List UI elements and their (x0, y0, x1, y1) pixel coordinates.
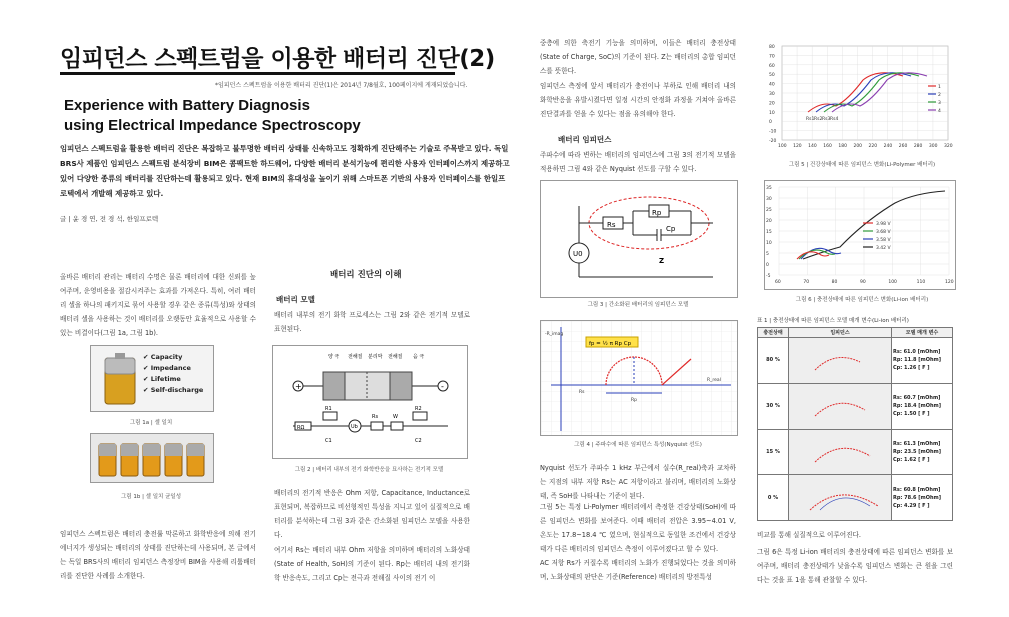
source-note: *임피던스 스펙트럼을 이용한 배터리 진단(1)은 2014년 7/8월호, 100페이지에 게재되었습니다. (215, 82, 468, 89)
svg-text:Rp: Rp (631, 398, 637, 403)
x-tick-label: 90 (860, 280, 866, 285)
y-tick-label: 0 (766, 263, 769, 268)
rs-label: Rs1 (806, 117, 815, 122)
svg-text:U0: U0 (573, 250, 583, 258)
param-cell: Rs: 61.0 [mOhm] Rp: 11.8 [mOhm] Cp: 1.26 [ F ] (892, 338, 953, 384)
battery-electrical-model-diagram (273, 346, 467, 458)
table-header: 임피던스 (789, 328, 892, 338)
svg-text:Rp: Rp (652, 209, 662, 217)
x-tick-label: 60 (775, 280, 781, 285)
y-tick-label: 50 (769, 73, 775, 79)
figure-1b-caption: 그림 1b | 셀 일치 균일성 (120, 494, 182, 500)
y-tick-label: 80 (769, 45, 775, 50)
rs-label: Rs3 (822, 117, 831, 122)
y-tick-label: 30 (769, 92, 775, 97)
figure-2-battery-model (272, 345, 468, 459)
svg-text:Ub: Ub (351, 424, 358, 430)
x-tick-label: 160 (823, 144, 832, 149)
list-item: ✔ Capacity (143, 353, 183, 361)
x-tick-label: 260 (898, 144, 908, 149)
svg-text:양 극: 양 극 (328, 354, 340, 360)
abstract: 임피던스 스펙트럼을 활용한 배터리 진단은 복잡하고 불투명한 배터리 상태를 신속하고도 정확하게 진단해주는 기술로 주목받고 있다. 독일 BRS사 제품인 임피던스 스펙트럼 분석장비 BIM은 콤팩트한 하드웨어, 다양한 배터리 분석기능에 편리한 사용자 인터페이스까지 제공하고 있어 다양한 종류의 배터리를 진단하는데 활용되고 있다. 현재 BIM의 휴대성을 높이기 위해 스마트폰 기반의 사용자 인터페이스를 한일프로텍에서 개발해 제공하고 있다. (60, 144, 510, 198)
y-tick-label: 40 (769, 82, 775, 88)
x-tick-label: 300 (928, 144, 938, 149)
x-tick-label: 240 (883, 144, 893, 149)
figure-3-caption: 그림 3 | 간소화된 배터리의 임피던스 모델 (587, 302, 689, 308)
english-title (64, 96, 361, 136)
y-tick-label: 60 (769, 63, 775, 69)
nyquist-thumbnail (789, 475, 892, 521)
y-tick-label: 10 (769, 110, 775, 116)
subsection-heading: 배터리 모델 (276, 295, 315, 304)
svg-text:R_real: R_real (707, 378, 721, 383)
svg-text:C1: C1 (325, 438, 332, 444)
svg-text:Cp: Cp (666, 225, 676, 233)
legend-label: 3.98 V (876, 222, 891, 227)
param-cell: Rs: 60.8 [mOhm] Rp: 78.6 [mOhm] Cp: 4.29 [ F ] (892, 475, 953, 521)
table-row (758, 429, 953, 475)
figure-1b (90, 433, 214, 483)
y-tick-label: 5 (766, 252, 769, 257)
legend-label: 1 (938, 85, 941, 90)
svg-text:C2: C2 (415, 438, 422, 444)
section-heading: 배터리 진단의 이해 (330, 270, 402, 280)
y-tick-label: 70 (769, 54, 775, 60)
svg-text:음 극: 음 극 (413, 354, 425, 360)
article-title: 임피던스 스펙트럼을 이용한 배터리 진단(2) (60, 46, 495, 72)
parameter-table (757, 327, 953, 521)
y-tick-label: -10 (769, 129, 777, 135)
y-tick-label: 0 (769, 120, 772, 126)
svg-text:+: + (295, 382, 302, 391)
figure-6-caption: 그림 6 | 충전상태에 따른 임피던스 변화(Li-ion 배터리) (795, 297, 929, 303)
col4-paragraph-2: 그림 6은 특정 Li-ion 배터리의 충전상태에 따른 임피던스 변화를 보여주며, 배터리 충전상태가 낮을수록 임피던스 변화는 큰 원을 그린다는 것을 표 1을 통해 관찰할 수 있다. (757, 548, 953, 584)
svg-text:분리막: 분리막 (368, 354, 383, 360)
figure-6-chart (764, 180, 956, 290)
col3-paragraph-3: Nyquist 선도가 주파수 1 kHz 부근에서 실수(R_real)축과 교차하는 지점의 내부 저항 Rs는 AC 저항이라고 불리며, 배터리의 노화상태, 즉 SoH를 나타내는 기준이 된다. (540, 464, 736, 500)
figure-1a-caption: 그림 1a | 셀 일치 (129, 420, 173, 426)
table-header: 모델 매개 변수 (892, 328, 953, 338)
figure-4-nyquist (540, 320, 738, 436)
list-item: ✔ Lifetime (143, 375, 181, 383)
x-tick-label: 110 (916, 280, 926, 285)
figure-2-caption: 그림 2 | 배터리 내부의 전기 화학반응을 묘사하는 전기적 모델 (294, 467, 444, 473)
x-tick-label: 100 (778, 144, 787, 149)
svg-text:R1: R1 (325, 406, 332, 412)
figure-5-caption: 그림 5 | 건강상태에 따른 임피던스 변화(Li-Polymer 배터리) (788, 162, 936, 168)
col3-paragraph-2: 주파수에 따라 변하는 배터리의 임피던스에 그림 3의 전기적 모델을 적용하면 그림 4와 같은 Nyquist 선도를 구할 수 있다. (540, 151, 736, 173)
nyquist-thumbnail (789, 338, 892, 384)
soh-impedance-chart (768, 40, 954, 155)
title-rule (60, 72, 455, 75)
simplified-impedance-circuit (541, 181, 737, 297)
figure-5-chart (768, 40, 954, 155)
legend-label: 2 (938, 93, 941, 98)
figure-3-simplified-model (540, 180, 738, 298)
y-tick-label: 20 (766, 219, 772, 224)
svg-text:RΩ: RΩ (297, 425, 305, 431)
list-item: ✔ Self-discharge (143, 386, 204, 394)
col2-paragraph-3: 여기서 Rs는 배터리 내부 Ohm 저항을 의미하며 배터리의 노화상태(State of Health, SoH)의 기준이 된다. Rp는 배터리 내의 전기화학 반응속도, 그리고 Cp는 전극과 전해질 사이의 전기 이 (274, 546, 470, 582)
y-tick-label: -20 (769, 139, 777, 144)
x-tick-label: 320 (944, 144, 953, 149)
x-tick-label: 180 (838, 144, 847, 149)
soc-impedance-chart (765, 181, 955, 289)
x-tick-label: 80 (831, 280, 838, 285)
x-tick-label: 70 (803, 280, 810, 285)
svg-text:Rs: Rs (607, 221, 616, 229)
y-tick-label: 20 (769, 101, 775, 107)
svg-text:R2: R2 (415, 406, 422, 412)
legend-label: 4 (938, 109, 941, 114)
svg-text:전해질: 전해질 (388, 354, 403, 360)
english-title-line2: using Electrical Impedance Spectroscopy (64, 117, 361, 134)
param-cell: Rs: 61.3 [mOhm] Rp: 23.5 [mOhm] Cp: 1.62 [ F ] (892, 429, 953, 475)
subsection-heading-impedance: 배터리 임피던스 (558, 135, 612, 144)
col1-paragraph-2: 임피던스 스펙트럼은 배터리 충전률 막론하고 화학반응에 의해 전기 에너지가 생성되는 배터리의 상태를 진단하는데 사용되며, 본 글에서는 독일 BRS사의 배터리 임피던스 측정장비 BIM을 사용해 리튬배터리를 진단한 사례를 소개한다. (60, 530, 256, 580)
battery-row-illustration (91, 434, 213, 482)
svg-text:-R_imag: -R_imag (545, 332, 564, 337)
legend-label: 3.42 V (876, 246, 891, 251)
figure-1a (90, 345, 214, 412)
x-tick-label: 120 (793, 144, 802, 149)
svg-text:Rs: Rs (579, 390, 585, 395)
nyquist-diagram (541, 321, 737, 435)
x-tick-label: 140 (808, 144, 817, 149)
y-tick-label: 10 (766, 241, 772, 246)
y-tick-label: 15 (766, 230, 772, 235)
svg-text:전해질: 전해질 (348, 354, 363, 360)
legend-label: 3.58 V (876, 238, 891, 243)
english-title-line1: Experience with Battery Diagnosis (64, 97, 310, 114)
list-item: ✔ Impedance (143, 364, 191, 372)
y-tick-label: 35 (766, 186, 772, 191)
svg-text:-: - (441, 382, 444, 391)
svg-text:Rs: Rs (372, 414, 379, 420)
x-tick-label: 200 (853, 144, 863, 149)
svg-text:Z: Z (659, 257, 665, 265)
legend-label: 3 (938, 101, 941, 106)
param-cell: Rs: 60.7 [mOhm] Rp: 18.4 [mOhm] Cp: 1.50 [ F ] (892, 383, 953, 429)
table-row (758, 383, 953, 429)
x-tick-label: 100 (888, 280, 897, 285)
col3-paragraph-0: 중층에 의한 축전기 기능을 의미하며, 이들은 배터리 충전상태(State of Charge, SoC)의 기준이 된다. Z는 배터리의 총합 임피던스를 뜻한다. (540, 39, 736, 75)
cell-property-list (143, 352, 203, 396)
col4-paragraph-1: 비교를 통해 실질적으로 이루어진다. (757, 531, 861, 539)
soc-cell: 80 % (758, 338, 789, 384)
x-tick-label: 120 (945, 280, 954, 285)
y-tick-label: 25 (766, 208, 772, 213)
table-header: 충전상태 (758, 328, 789, 338)
soc-cell: 15 % (758, 429, 789, 475)
nyquist-thumbnail (789, 429, 892, 475)
soc-cell: 30 % (758, 383, 789, 429)
table-row (758, 338, 953, 384)
col2-paragraph-2: 배터리의 전기적 반응은 Ohm 저항, Capacitance, Inductance로 표현되며, 복잡하므로 비선형적인 특성을 지니고 있어 실질적으로 배터리를 분석하는데 그림 3과 같은 간소화된 임피던스 모델을 사용한다. (274, 489, 470, 539)
x-tick-label: 220 (868, 144, 878, 149)
table-1-title: 표 1 | 충전상태에 따른 임피던스 모델 매개 변수(Li-ion 배터리) (757, 318, 909, 324)
col3-paragraph-4: 그림 5는 특정 Li-Polymer 배터리에서 측정한 건강상태(SoH)에 따른 임피던스 변화를 보여준다. 이때 배터리 전압은 3.95~4.01 V, 온도는 17.8~18.4 ℃ 였으며, 현실적으로 동일한 조건에서 건강상태가 다른 배터리의 임피던스 측정이 이루어졌다고 할 수 있다. (540, 503, 736, 553)
col1-paragraph-1: 올바른 배터리 관리는 배터리 수명은 물론 배터리에 대한 신뢰를 높여주며, 운영비용을 절감시켜주는 효과를 가져온다. 특히, 여러 배터리 셀을 하나의 패키지로 묶어 사용할 경우 같은 종류(특성)와 상태의 배터리 셀을 사용하는 것이 배터리를 오랫동안 효율적으로 사용할 수 있는 비결이다(그림 1a, 그림 1b). (60, 273, 256, 337)
svg-text:fp = ½ π Rp Cp: fp = ½ π Rp Cp (589, 341, 632, 347)
rs-label: Rs2 (814, 117, 823, 122)
rs-label: Rs4 (830, 117, 839, 122)
table-row (758, 475, 953, 521)
figure-4-caption: 그림 4 | 주파수에 따른 임피던스 특성(Nyquist 선도) (574, 442, 702, 448)
nyquist-thumbnail (789, 383, 892, 429)
col3-paragraph-1: 임피던스 측정에 앞서 배터리가 충전이나 부하로 인해 배터리 내의 화학반응을 유발시켰다면 일정 시간의 안정화 과정을 거쳐야 올바른 진단결과를 얻을 수 있다는 점을 유의해야 한다. (540, 82, 736, 118)
y-tick-label: -5 (766, 274, 771, 279)
author-line: 글 | 윤 경 연, 전 경 석, 한일프로텍 (60, 215, 159, 223)
x-tick-label: 280 (913, 144, 923, 149)
svg-text:W: W (393, 414, 398, 420)
y-tick-label: 30 (766, 197, 772, 202)
soc-cell: 0 % (758, 475, 789, 521)
col3-paragraph-5: AC 저항 Rs가 커질수록 배터리의 노화가 진행되었다는 것을 의미하며, 노화상태의 판단은 기준(Reference) 배터리의 방전특성 (540, 559, 736, 581)
col2-paragraph-1: 배터리 내부의 전기 화학 프로세스는 그림 2와 같은 전기적 모델로 표현된다. (274, 311, 470, 333)
table-1 (757, 327, 953, 527)
table-header-row (758, 328, 953, 338)
legend-label: 3.68 V (876, 230, 891, 235)
